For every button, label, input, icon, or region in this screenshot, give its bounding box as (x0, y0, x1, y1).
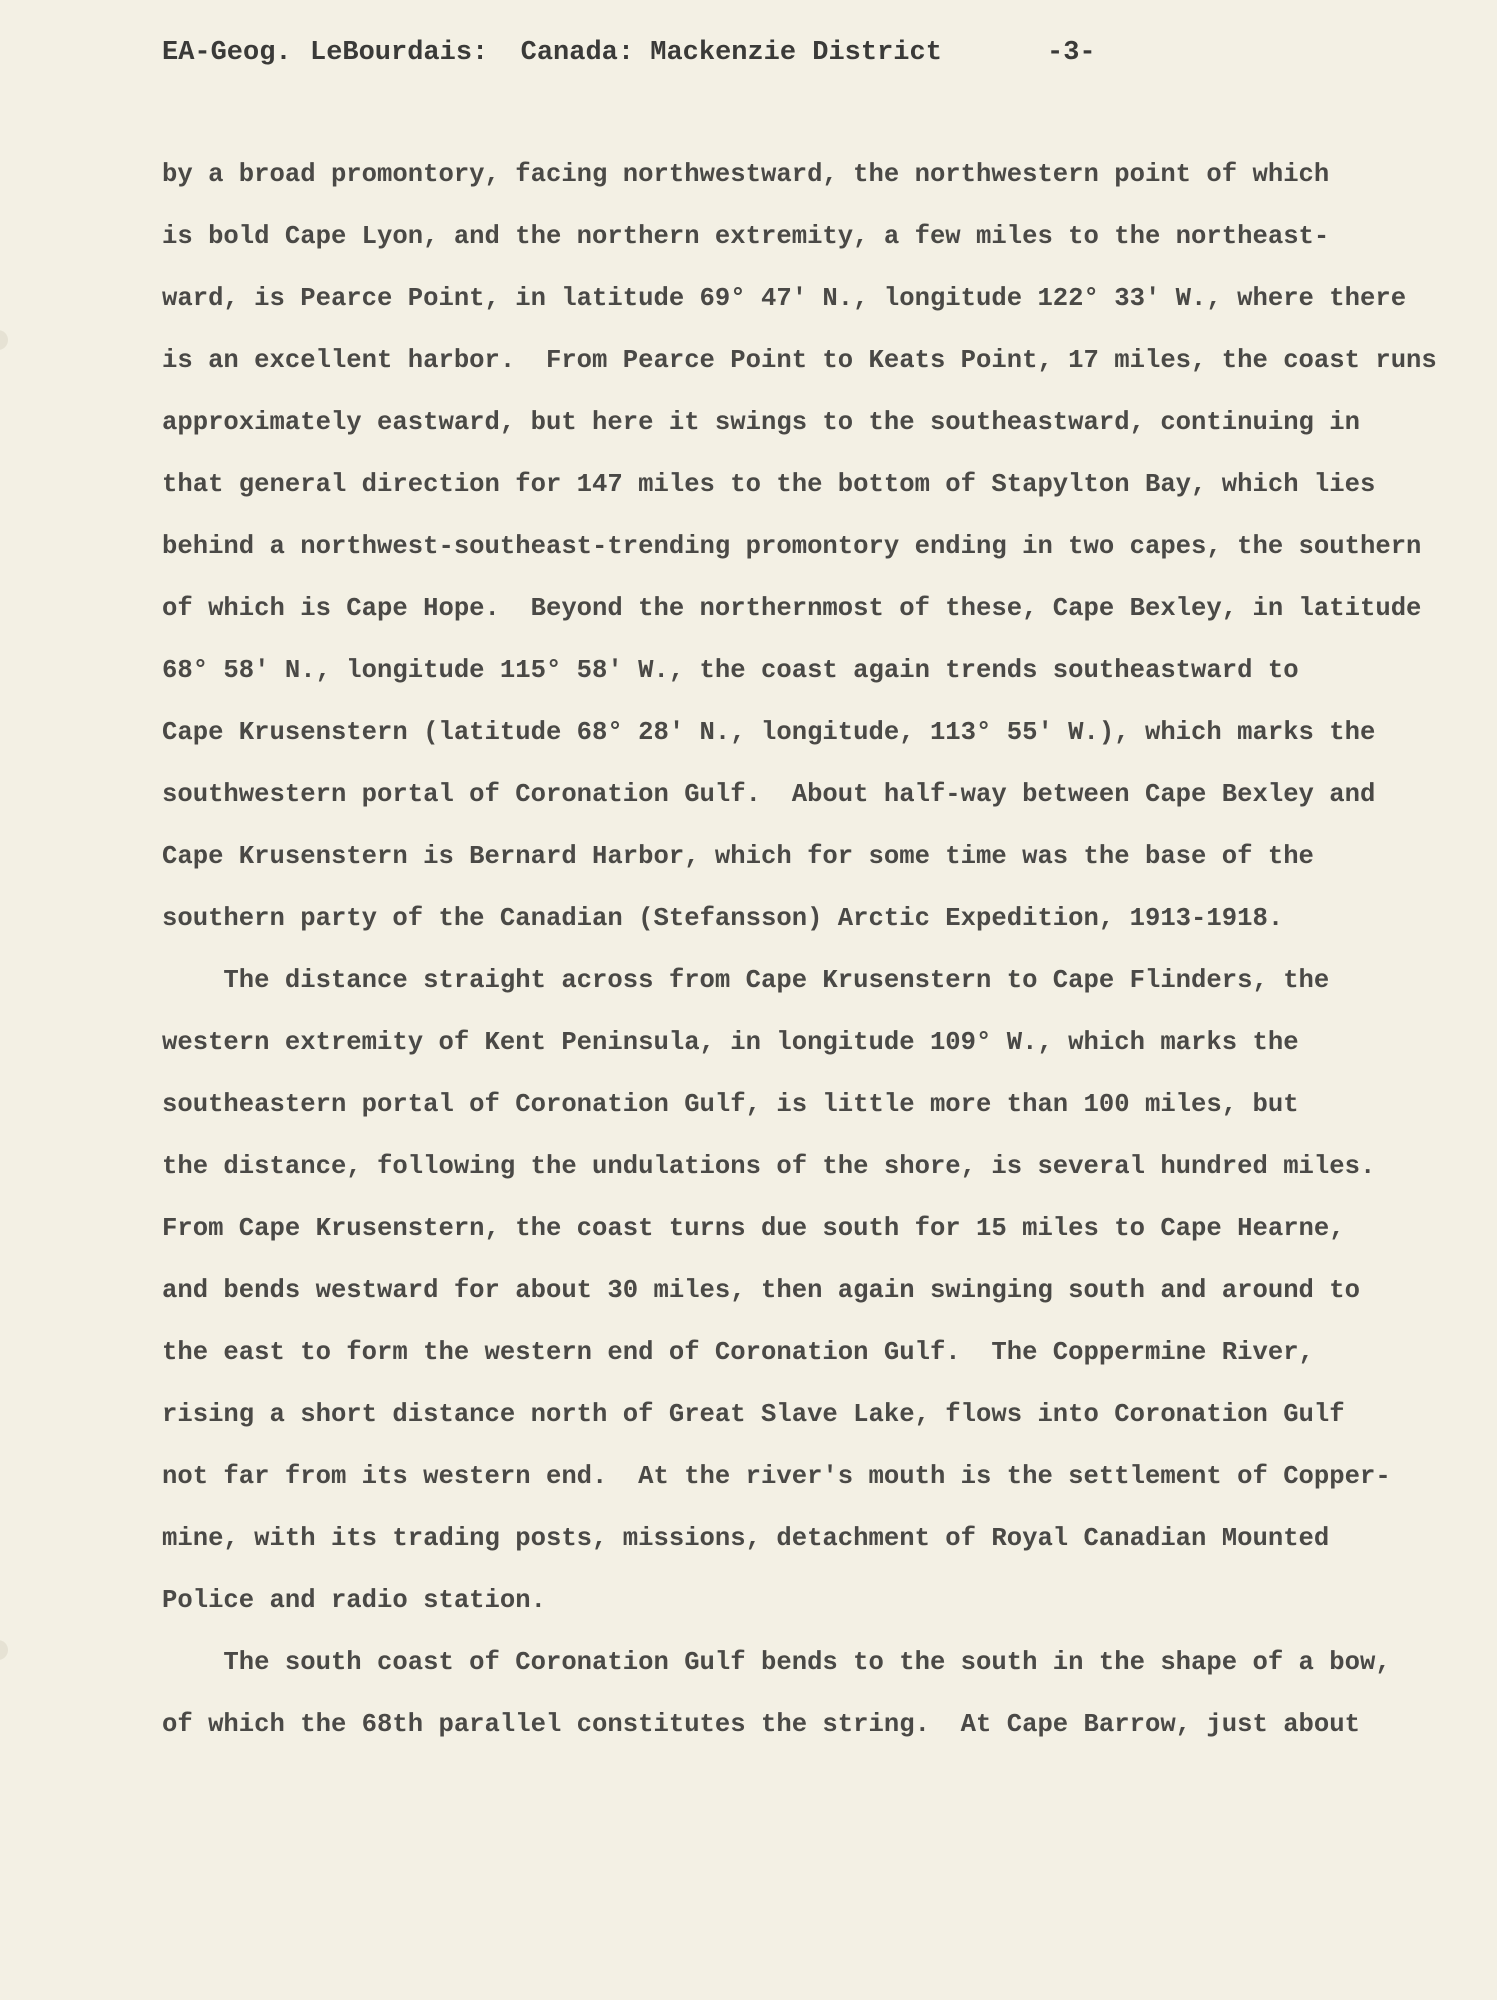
text-line: approximately eastward, but here it swings to the southeastward, continuing in (162, 408, 1360, 437)
text-line: and bends westward for about 30 miles, then again swinging south and around to (162, 1276, 1360, 1305)
text-line: southwestern portal of Coronation Gulf. About half-way between Cape Bexley and (162, 780, 1376, 809)
text-line: The south coast of Coronation Gulf bends to the south in the shape of a bow, (162, 1648, 1391, 1677)
text-line: of which is Cape Hope. Beyond the northernmost of these, Cape Bexley, in latitude (162, 594, 1422, 623)
text-line: western extremity of Kent Peninsula, in longitude 109° W., which marks the (162, 1028, 1299, 1057)
punch-hole (0, 330, 8, 350)
text-line: ward, is Pearce Point, in latitude 69° 47' N., longitude 122° 33' W., where there (162, 284, 1407, 313)
text-line: the distance, following the undulations of the shore, is several hundred miles. (162, 1152, 1376, 1181)
text-line: Cape Krusenstern (latitude 68° 28' N., longitude, 113° 55' W.), which marks the (162, 718, 1376, 747)
text-line: Police and radio station. (162, 1586, 546, 1615)
text-line: is an excellent harbor. From Pearce Point to Keats Point, 17 miles, the coast runs (162, 346, 1437, 375)
text-line: behind a northwest-southeast-trending promontory ending in two capes, the southern (162, 532, 1422, 561)
text-line: From Cape Krusenstern, the coast turns due south for 15 miles to Cape Hearne, (162, 1214, 1345, 1243)
text-line: by a broad promontory, facing northwestward, the northwestern point of which (162, 160, 1330, 189)
text-line: southern party of the Canadian (Stefansson) Arctic Expedition, 1913-1918. (162, 904, 1284, 933)
text-line: of which the 68th parallel constitutes the string. At Cape Barrow, just about (162, 1710, 1360, 1739)
page-header (162, 38, 1162, 78)
text-line: 68° 58' N., longitude 115° 58' W., the coast again trends southeastward to (162, 656, 1299, 685)
text-line: not far from its western end. At the river's mouth is the settlement of Copper- (162, 1462, 1391, 1491)
text-line: that general direction for 147 miles to the bottom of Stapylton Bay, which lies (162, 470, 1376, 499)
text-line: is bold Cape Lyon, and the northern extremity, a few miles to the northeast- (162, 222, 1330, 251)
header-code: EA-Geog. (162, 38, 292, 68)
text-line: mine, with its trading posts, missions, detachment of Royal Canadian Mounted (162, 1524, 1330, 1553)
text-line: southeastern portal of Coronation Gulf, is little more than 100 miles, but (162, 1090, 1299, 1119)
header-title: LeBourdais: Canada: Mackenzie District (310, 38, 942, 68)
text-line: rising a short distance north of Great Slave Lake, flows into Coronation Gulf (162, 1400, 1345, 1429)
punch-hole (0, 1640, 8, 1660)
text-line: Cape Krusenstern is Bernard Harbor, which for some time was the base of the (162, 842, 1314, 871)
text-line: The distance straight across from Cape Krusenstern to Cape Flinders, the (162, 966, 1330, 995)
page-number: -3- (1047, 38, 1096, 68)
text-line: the east to form the western end of Coronation Gulf. The Coppermine River, (162, 1338, 1314, 1367)
